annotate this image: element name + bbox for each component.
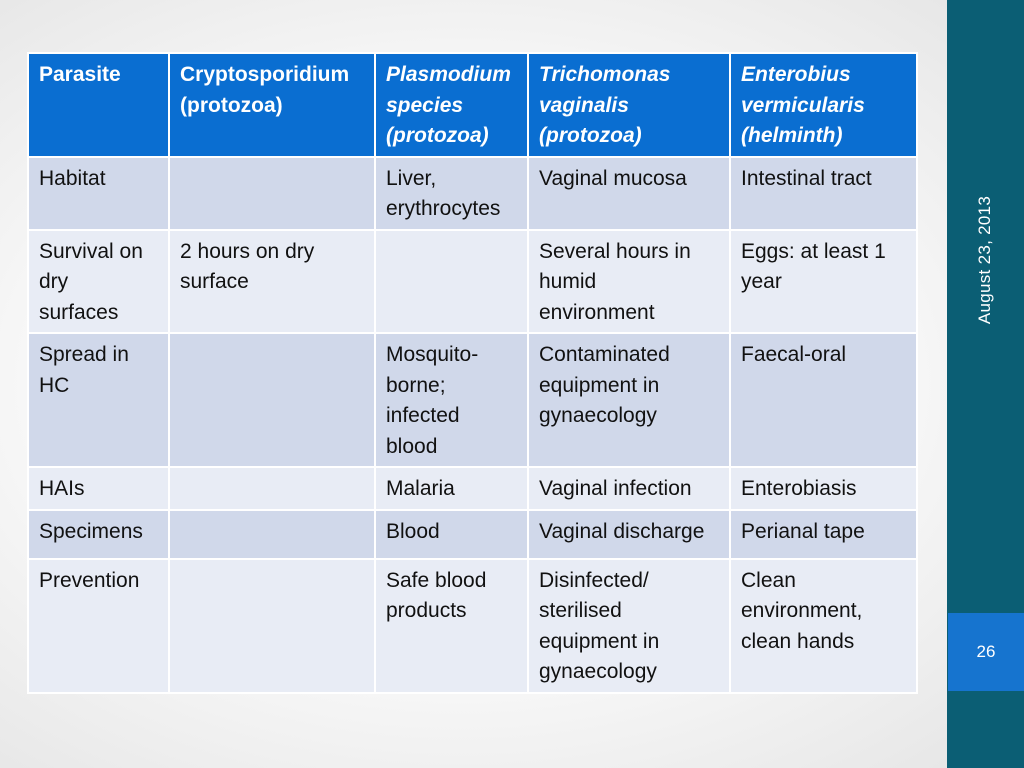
cell-text: Liver, erythrocytes [386, 166, 501, 220]
cell-text: Vaginal mucosa [539, 166, 687, 190]
table-row-prevention [28, 559, 917, 693]
table-cell [375, 510, 528, 559]
table-cell [169, 467, 375, 510]
table-cell [528, 510, 730, 559]
page-number: 26 [976, 642, 996, 661]
table-cell [375, 157, 528, 230]
header-enterobius [730, 53, 917, 157]
table-header-row [28, 53, 917, 157]
row-label [28, 157, 169, 230]
table-cell [169, 559, 375, 693]
cell-text: Clean environment, clean hands [741, 568, 863, 653]
row-label [28, 467, 169, 510]
cell-text: Eggs: at least 1 year [741, 239, 886, 293]
page-number-box [948, 613, 1024, 691]
slide-date [948, 185, 1023, 335]
cell-text: Mosquito- borne; infected blood [386, 343, 479, 458]
header-line: Plasmodium species [386, 63, 511, 117]
table-cell [730, 230, 917, 334]
table-row-specimens [28, 510, 917, 559]
table-cell [375, 333, 528, 467]
cell-text: Safe blood products [386, 568, 487, 622]
slide-date-text: August 23, 2013 [975, 195, 995, 325]
table-cell [528, 559, 730, 693]
table-cell [169, 333, 375, 467]
table-cell [730, 559, 917, 693]
table-cell [169, 157, 375, 230]
header-subline: (protozoa) [180, 93, 283, 117]
header-subline: (protozoa) [539, 124, 642, 147]
header-line: Enterobius vermicularis [741, 63, 865, 117]
header-trichomonas [528, 53, 730, 157]
row-label-text: HAIs [39, 477, 85, 500]
row-label [28, 230, 169, 334]
cell-text: Vaginal infection [539, 477, 692, 500]
row-label-text: Survival on dry surfaces [39, 239, 143, 324]
header-parasite [28, 53, 169, 157]
parasite-table [27, 52, 918, 694]
table-cell [528, 333, 730, 467]
row-label-text: Spread in HC [39, 343, 129, 397]
table-cell [730, 333, 917, 467]
table-cell [730, 157, 917, 230]
header-plasmodium [375, 53, 528, 157]
table-row-survival [28, 230, 917, 334]
cell-text: Malaria [386, 477, 455, 500]
table-cell [528, 467, 730, 510]
table-row-habitat [28, 157, 917, 230]
header-line: Trichomonas vaginalis [539, 63, 671, 117]
table-row-hais [28, 467, 917, 510]
row-label [28, 559, 169, 693]
cell-text: Disinfected/ sterilised equipment in gynaecology [539, 568, 660, 683]
cell-text: Blood [386, 519, 440, 543]
table-cell [730, 467, 917, 510]
cell-text: Vaginal discharge [539, 519, 705, 543]
cell-text: Enterobiasis [741, 477, 857, 500]
table-cell [528, 230, 730, 334]
table-cell [375, 559, 528, 693]
cell-text: Intestinal tract [741, 166, 872, 190]
table-cell [528, 157, 730, 230]
cell-text: Contaminated equipment in gynaecology [539, 343, 670, 427]
header-cryptosporidium [169, 53, 375, 157]
header-line: Parasite [39, 63, 121, 86]
row-label [28, 333, 169, 467]
table-cell [169, 510, 375, 559]
table-cell [169, 230, 375, 334]
header-subline: (helminth) [741, 124, 843, 147]
row-label-text: Habitat [39, 166, 106, 190]
cell-text: Perianal tape [741, 519, 865, 543]
header-subline: (protozoa) [386, 124, 489, 147]
row-label [28, 510, 169, 559]
table-cell [730, 510, 917, 559]
cell-text: 2 hours on dry surface [180, 239, 315, 293]
row-label-text: Specimens [39, 519, 143, 543]
table-row-spread [28, 333, 917, 467]
cell-text: Several hours in humid environment [539, 239, 691, 324]
header-line: Cryptosporidium [180, 63, 350, 86]
row-label-text: Prevention [39, 568, 140, 592]
cell-text: Faecal-oral [741, 343, 847, 366]
table-cell [375, 467, 528, 510]
table-cell [375, 230, 528, 334]
